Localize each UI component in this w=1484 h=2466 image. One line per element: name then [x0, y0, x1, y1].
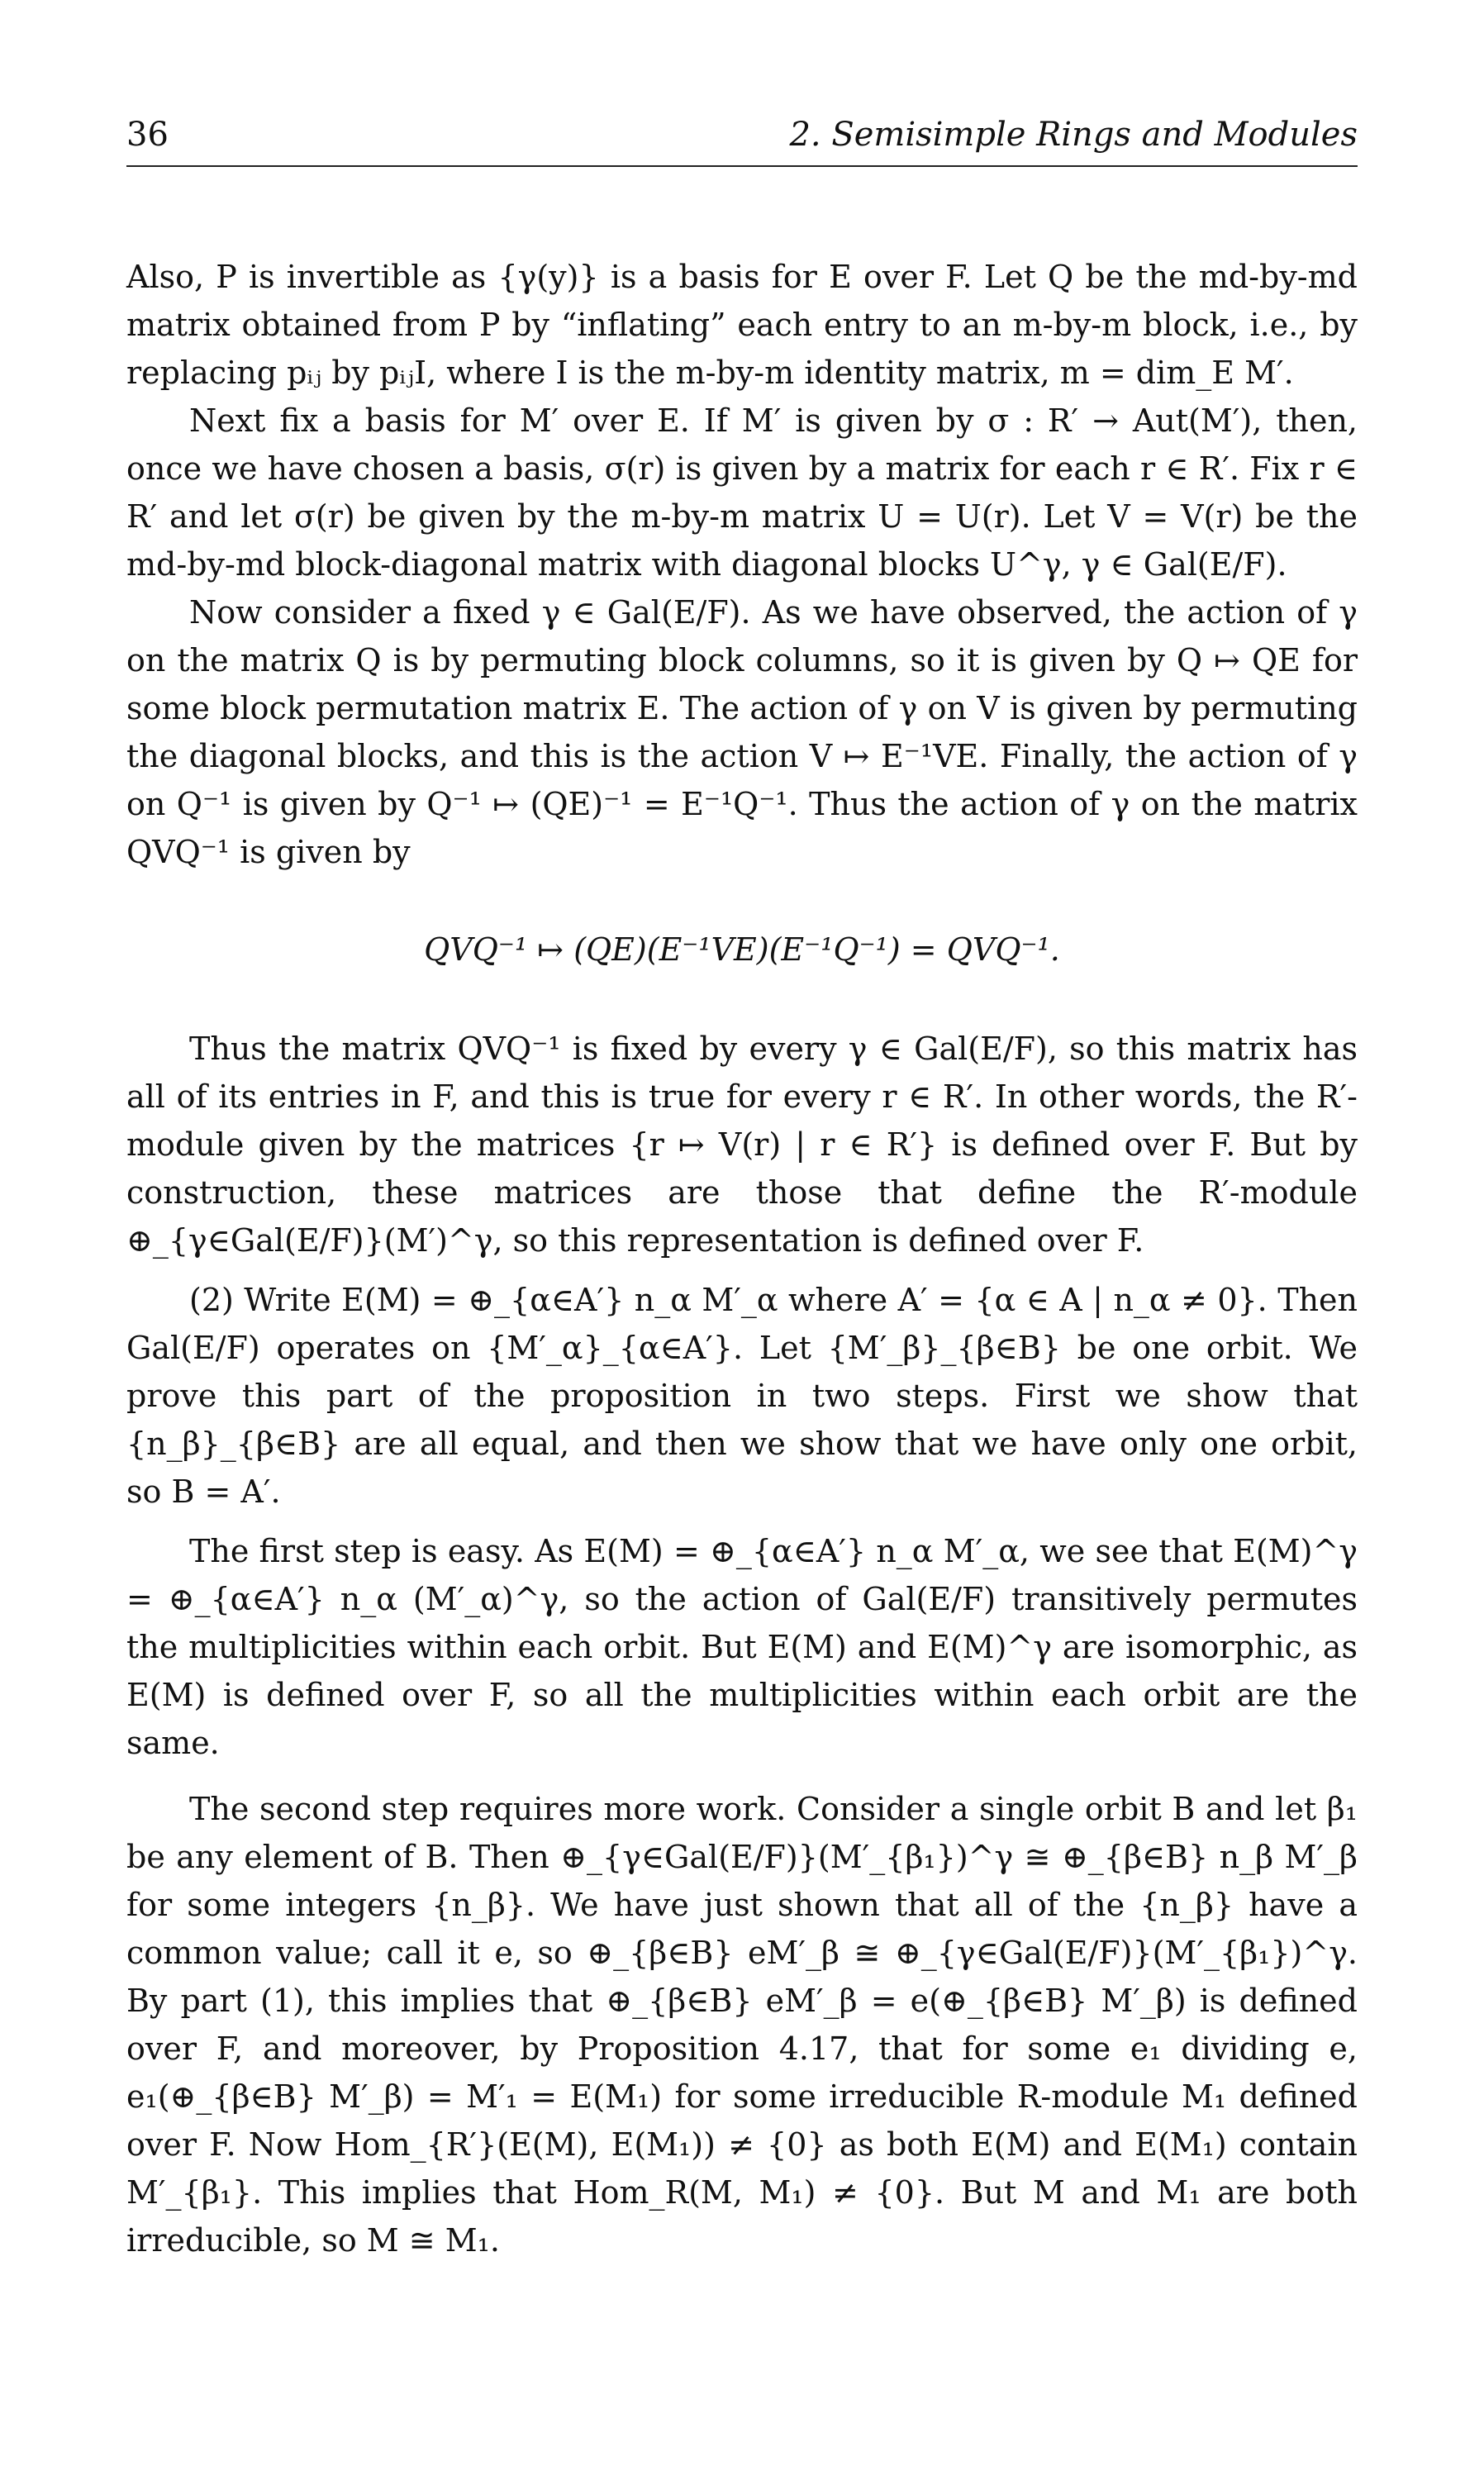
page-number: 36 — [126, 116, 169, 154]
running-header — [126, 116, 1358, 167]
paragraph-first-step: The first step is easy. As E(M) = ⊕_{α∈A′} n_α M′_α, we see that E(M)^γ = ⊕_{α∈A′} n_α (M′_α)^γ, so the action of Gal(E/F) transitively permutes the multiplicities within each orbit. But E(M) and E(M)^γ are isomorphic, as E(M) is defined over F, so all the multiplicities within each orbit are the same. — [126, 1533, 1358, 1761]
paragraph-second-step: The second step requires more work. Consider a single orbit B and let β₁ be any element of B. Then ⊕_{γ∈Gal(E/F)}(M′_{β₁})^γ ≅ ⊕_{β∈B} n_β M′_β for some integers {n_β}. We have just shown that all of the {n_β} have a common value; call it e, so ⊕_{β∈B} eM′_β ≅ ⊕_{γ∈Gal(E/F)}(M′_{β₁})^γ. By part (1), this implies that ⊕_{β∈B} eM′_β = e(⊕_{β∈B} M′_β) is defined over F, and moreover, by Proposition 4.17, that for some e₁ dividing e, e₁(⊕_{β∈B} M′_β) = M′₁ = E(M₁) for some irreducible R-module M₁ defined over F. Now Hom_{R′}(E(M), E(M₁)) ≠ {0} as both E(M) and E(M₁) contain M′_{β₁}. This implies that Hom_R(M, M₁) ≠ {0}. But M and M₁ are both irreducible, so M ≅ M₁. — [126, 1791, 1358, 2259]
paragraph-basis-for-m-prime: Next fix a basis for M′ over E. If M′ is given by σ : R′ → Aut(M′), then, once we have chosen a basis, σ(r) is given by a matrix for each r ∈ R′. Fix r ∈ R′ and let σ(r) be given by the m-by-m matrix U = U(r). Let V = V(r) be the md-by-md block-diagonal matrix with diagonal blocks U^γ, γ ∈ Gal(E/F). — [126, 402, 1358, 583]
paragraph-matrix-fixed: Thus the matrix QVQ⁻¹ is fixed by every γ ∈ Gal(E/F), so this matrix has all of its entries in F, and this is true for every r ∈ R′. In other words, the R′-module given by the matrices {r ↦ V(r) | r ∈ R′} is defined over F. But by construction, these matrices are those that define the R′-module ⊕_{γ∈Gal(E/F)}(M′)^γ, so this representation is defined over F. — [126, 1031, 1358, 1259]
paragraph-galois-action: Now consider a fixed γ ∈ Gal(E/F). As we have observed, the action of γ on the matrix Q is by permuting block columns, so it is given by Q ↦ QE for some block permutation matrix E. The action of γ on V is given by permuting the diagonal blocks, and this is the action V ↦ E⁻¹VE. Finally, the action of γ on Q⁻¹ is given by Q⁻¹ ↦ (QE)⁻¹ = E⁻¹Q⁻¹. Thus the action of γ on the matrix QVQ⁻¹ is given by — [126, 594, 1358, 870]
body-text — [126, 253, 1358, 2264]
paragraph-inflated-matrix: Also, P is invertible as {γ(y)} is a basis for E over F. Let Q be the md-by-md matrix obtained from P by “inflating” each entry to an m-by-m block, i.e., by replacing pᵢⱼ by pᵢⱼI, where I is the m-by-m identity matrix, m = dim_E M′. — [126, 259, 1358, 391]
paragraph-part-two: (2) Write E(M) = ⊕_{α∈A′} n_α M′_α where A′ = {α ∈ A | n_α ≠ 0}. Then Gal(E/F) operates on {M′_α}_{α∈A′}. Let {M′_β}_{β∈B} be one orbit. We prove this part of the proposition in two steps. First we show that {n_β}_{β∈B} are all equal, and then we show that we have only one orbit, so B = A′. — [126, 1282, 1358, 1510]
chapter-title: 2. Semisimple Rings and Modules — [789, 116, 1358, 154]
display-equation: QVQ⁻¹ ↦ (QE)(E⁻¹VE)(E⁻¹Q⁻¹) = QVQ⁻¹. — [424, 931, 1060, 968]
